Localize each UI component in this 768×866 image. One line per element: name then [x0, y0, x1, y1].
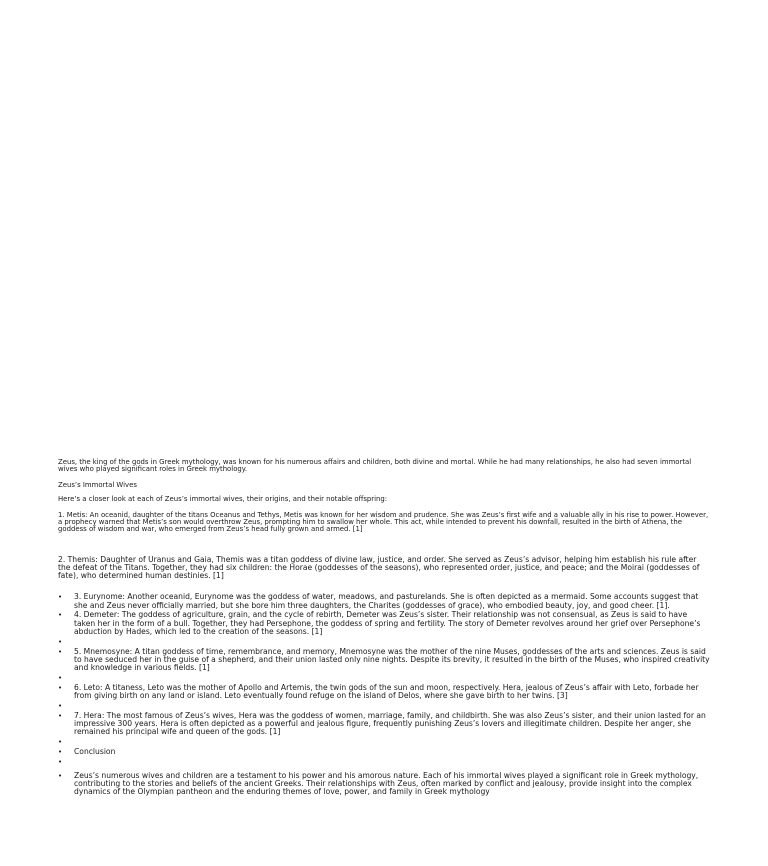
list-item-text: Zeus’s numerous wives and children are a testament to his power and his amorous nature. Each of his immortal wives played a significant role in Greek mythology, contributing to the stories and beliefs of the ancient Greeks. Their relationships with Zeus, often marked by conflict and jealousy, provide insight into the complex dynamics of the Olympian pantheon and the enduring themes of love, power, and family in Greek mythology — [74, 770, 699, 797]
wives-list — [58, 593, 710, 797]
list-item-empty — [58, 758, 710, 766]
list-item-leto — [58, 684, 710, 701]
bullet-glyph: • — [58, 611, 63, 620]
bullet-glyph: • — [58, 701, 63, 710]
metis-paragraph: 1. Metis: An oceanid, daughter of the titans Oceanus and Tethys, Metis was known for her wisdom and prudence. She was Zeus’s first wife and a valuable ally in his rise to power. However, a prophecy warned that Metis’s son would overthrow Zeus, prompting him to swallow her whole. This act, while intended to prevent his downfall, resulted in the birth of Athena, the goddess of wisdom and war, who emerged from Zeus’s head fully grown and armed. [1] — [58, 510, 709, 534]
section-heading: Zeus’s Immortal Wives — [58, 480, 137, 489]
bullet-glyph: • — [58, 747, 63, 756]
bullet-glyph: • — [58, 673, 63, 682]
bullet-glyph: • — [58, 711, 63, 720]
list-item-text: 7. Hera: The most famous of Zeus’s wives, Hera was the goddess of women, marriage, family, and childbirth. She was also Zeus’s sister, and their union lasted for an impressive 300 years. Hera is often depicted as a powerful and jealous figure, frequently punishing Zeus’s lovers and illegitimate children. Despite her anger, she remained his principal wife and queen of the gods. [1] — [74, 710, 706, 737]
bullet-glyph: • — [58, 757, 63, 766]
list-item-empty — [58, 674, 710, 682]
list-item-demeter — [58, 611, 710, 636]
list-item-text: 4. Demeter: The goddess of agriculture, grain, and the cycle of rebirth, Demeter was Zeus’s sister. Their relationship was not consensual, as Zeus is said to have taken her in the form of a bull. Together, they had Persephone, the goddess of spring and fertility. The story of Demeter revolves around her grief over Persephone’s abduction by Hades, which led to the creation of the seasons. [1] — [74, 610, 701, 636]
list-item-text: 6. Leto: A titaness, Leto was the mother of Apollo and Artemis, the twin gods of the sun and moon, respectively. Hera, jealous of Zeus’s affair with Leto, forbade her from giving birth on any land or island. Leto eventually found refuge on the island of Delos, where she gave birth to her twins. [3] — [74, 682, 699, 700]
list-item-empty — [58, 702, 710, 710]
list-item-text: 5. Mnemosyne: A titan goddess of time, remembrance, and memory, Mnemosyne was the mother of the nine Muses, goddesses of the arts and sciences. Zeus is said to have seduced her in the guise of a shepherd, and their union lasted only nine nights. Despite its brevity, it resulted in the birth of the Muses, who inspired creativity and knowledge in various fields. [1] — [74, 646, 710, 673]
bullet-glyph: • — [58, 637, 63, 646]
list-item-conclusion-heading — [58, 748, 710, 756]
list-item-hera — [58, 712, 710, 737]
themis-paragraph: 2. Themis: Daughter of Uranus and Gaia, Themis was a titan goddess of divine law, justice, and order. She served as Zeus’s advisor, helping him establish his rule after the defeat of the Titans. Together, they had six children: the Horae (goddesses of the seasons), who represented order, justice, and peace; and the Moirai (goddesses of fate), who determined human destinies. [1] — [58, 554, 700, 581]
list-item-mnemosyne — [58, 648, 710, 673]
list-item-empty — [58, 638, 710, 646]
bullet-glyph: • — [58, 683, 63, 692]
list-item-empty — [58, 738, 710, 746]
bullet-glyph: • — [58, 647, 63, 656]
bullet-glyph: • — [58, 771, 63, 780]
intro-paragraph: Zeus, the king of the gods in Greek mythology, was known for his numerous affairs and children, both divine and mortal. While he had many relationships, he also had seven immortal wives who played significant roles in Greek mythology. — [58, 458, 692, 474]
lead-paragraph: Here’s a closer look at each of Zeus’s immortal wives, their origins, and their notable offspring: — [58, 495, 388, 504]
document-body — [58, 459, 710, 797]
list-item-conclusion-text — [58, 772, 710, 797]
list-item-eurynome — [58, 593, 710, 610]
bullet-glyph: • — [58, 737, 63, 746]
list-item-text: Conclusion — [74, 746, 116, 756]
list-item-text: 3. Eurynome: Another oceanid, Eurynome was the goddess of water, meadows, and pasturelands. She is often depicted as a mermaid. Some accounts suggest that she and Zeus never officially married, but she bore him three daughters, the Charites (goddesses of grace), who embodied beauty, joy, and good cheer. [1]. — [74, 592, 699, 610]
bullet-glyph: • — [58, 593, 63, 602]
